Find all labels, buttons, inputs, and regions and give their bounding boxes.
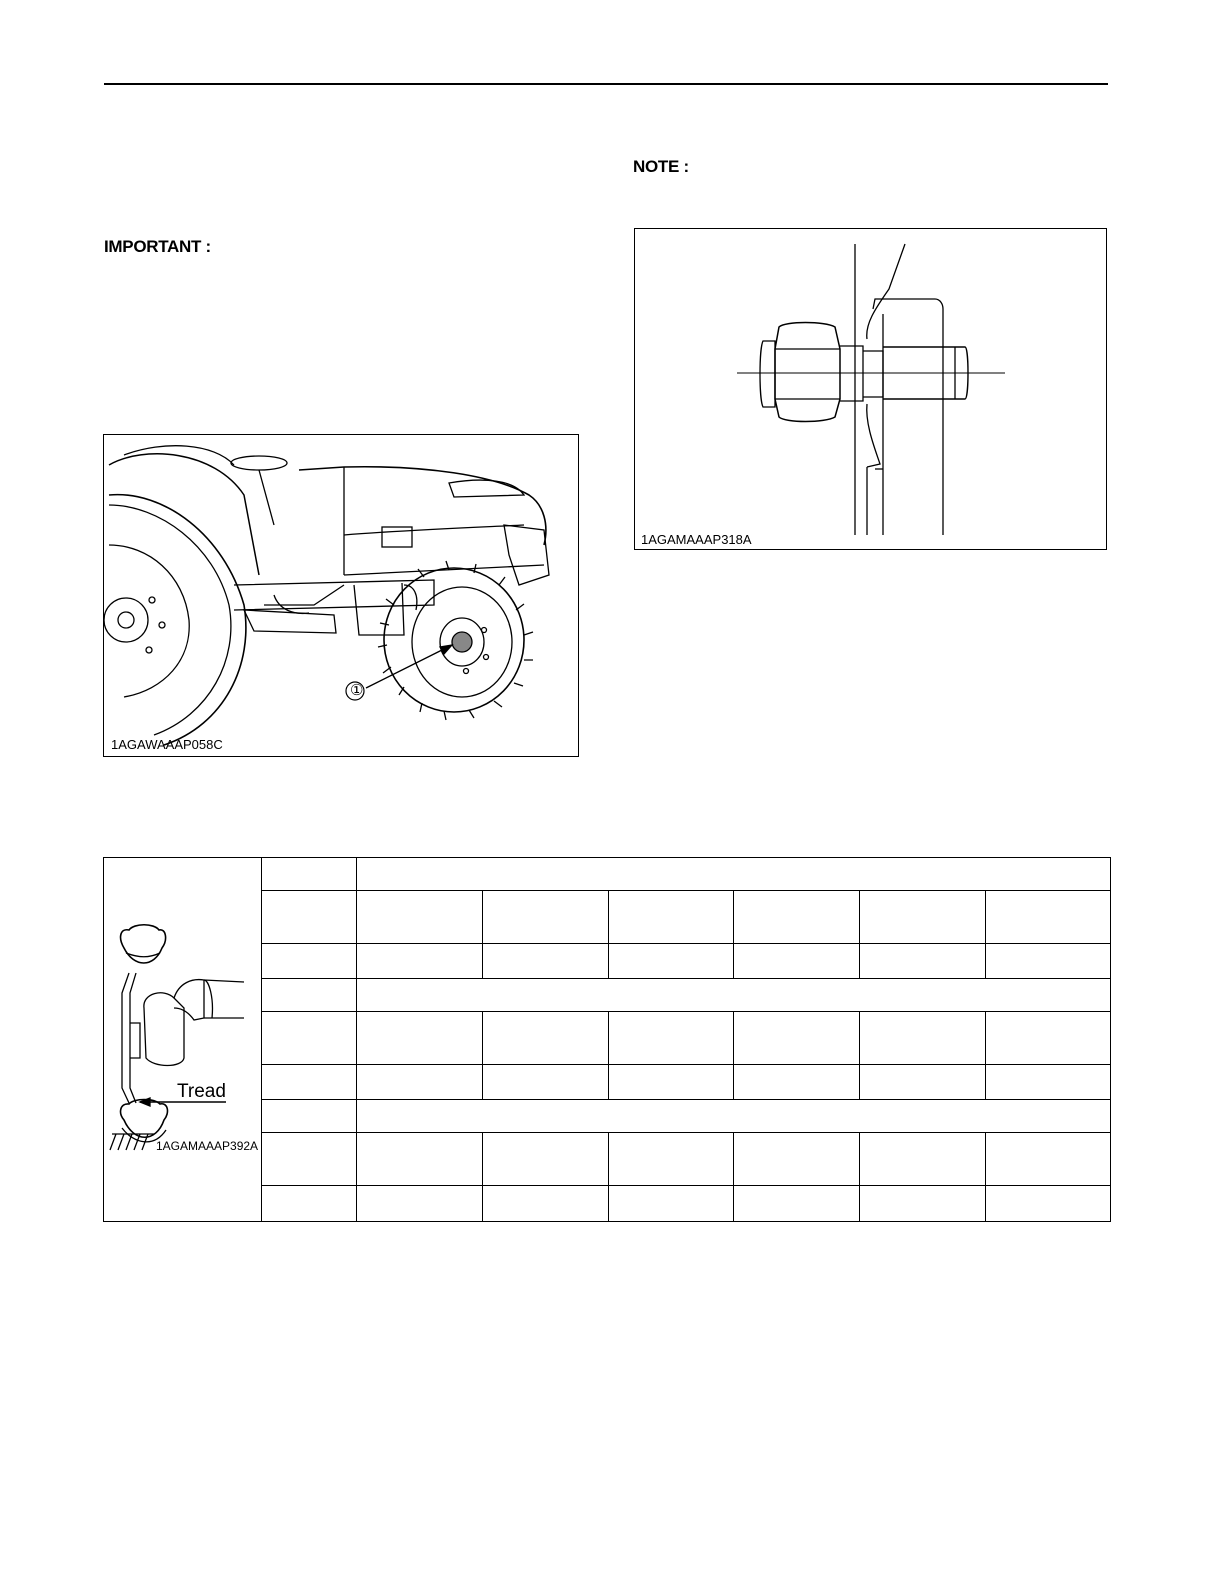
- wheel-tread-drawing-icon: [104, 858, 262, 1220]
- bolt-nut-drawing-icon: [635, 229, 1106, 549]
- tractor-drawing-icon: [104, 435, 578, 756]
- tread-figure-cell: [104, 858, 262, 1222]
- header-rule: [104, 83, 1108, 85]
- important-label: IMPORTANT :: [104, 237, 211, 256]
- tractor-figure: [103, 434, 579, 757]
- bolt-figure: [634, 228, 1107, 550]
- table-row: [104, 858, 1111, 891]
- tread-label: Tread: [177, 1081, 226, 1102]
- note-label: NOTE :: [633, 157, 689, 176]
- tread-table: [103, 857, 1111, 1222]
- table-cell: [357, 858, 1111, 891]
- tread-figure-id: 1AGAMAAAP392A: [156, 1139, 259, 1153]
- callout-number: ①: [350, 682, 364, 699]
- table-cell: [262, 858, 357, 891]
- tractor-figure-id: 1AGAWAAAP058C: [111, 737, 223, 752]
- bolt-figure-id: 1AGAMAAAP318A: [641, 532, 752, 547]
